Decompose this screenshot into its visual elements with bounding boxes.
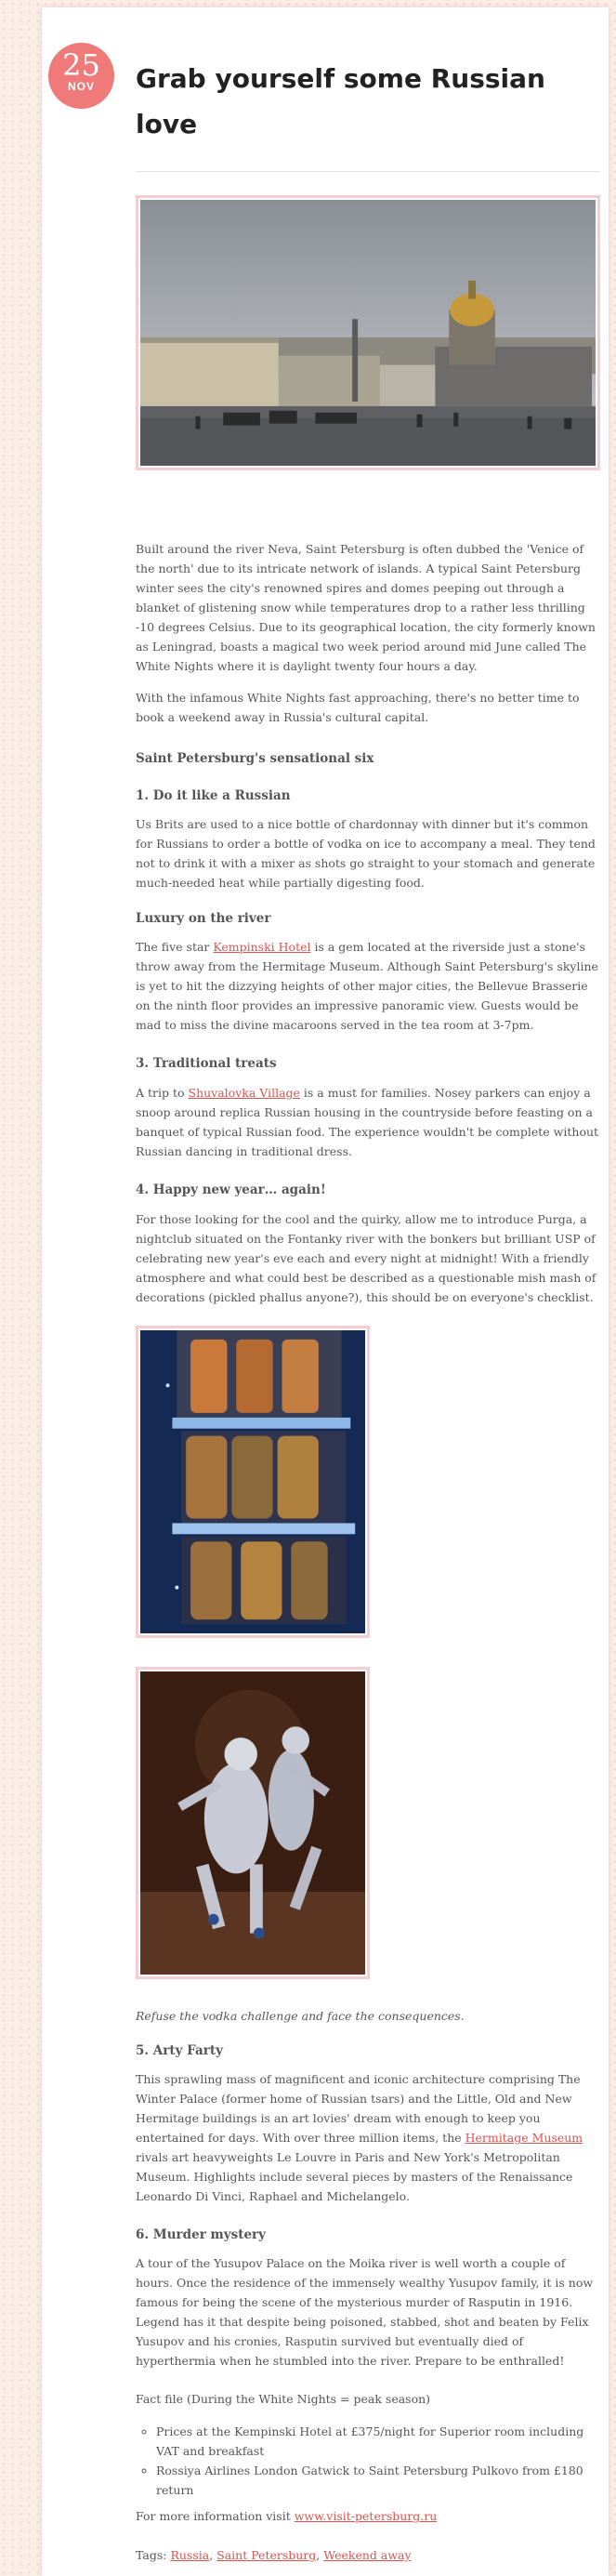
image-caption: Refuse the vodka challenge and face the consequences.: [136, 2009, 465, 2023]
heading-murder-mystery: 6. Murder mystery: [136, 2227, 267, 2242]
photo-puppets-frame: [136, 1667, 370, 1979]
section-6-paragraph: A tour of the Yusupov Palace on the Moika river is well worth a couple of hours. Once the residence of the immensely wealthy Yusupov family, it is now famous for being the scene of the mysterious murder of Rasputin in 1916. Legend has it that despite being poisoned, stabbed, shot and beaten by Felix Yusupov and his cronies, Rasputin survived but eventually died of hyperthermia when he stumbled into the river. Prepare to be enthralled!: [136, 2256, 594, 2368]
fact-item: ◦ Rossiya Airlines London Gatwick to Saint Petersburg Pulkovo from £180 return: [156, 2461, 600, 2500]
heading-happy-new-year: 4. Happy new year… again!: [136, 1182, 326, 1197]
heading-arty-farty: 5. Arty Farty: [136, 2043, 223, 2058]
photo-palace-square-frame: [136, 195, 600, 470]
date-badge: [48, 43, 114, 109]
palace-square-photo: [140, 200, 596, 466]
section-5-paragraph: This sprawling mass of magnificent and iconic architecture comprising The Winter Palace (former home of Russian tsars) and the Little, Old and New Hermitage buildings is an art lovies' dream with enough to keep you entertained for days. With over three million items, the Hermitage Museum rivals art heavyweights Le Louvre in Paris and New York's Metropolitan Museum. Highlights include several pieces by masters of the Renaissance Leonardo Di Vinci, Raphael and Michelangelo.: [136, 2072, 583, 2203]
tags-row: Tags: Russia, Saint Petersburg, Weekend away: [136, 2548, 412, 2562]
section-3-paragraph: A trip to Shuvalovka Village is a must for families. Nosey parkers can enjoy a snoop around replica Russian housing in the countryside before feasting on a banquet of typical Russian food. The experience wouldn't be complete without Russian dancing in traditional dress.: [136, 1086, 599, 1158]
section-2-paragraph: The five star Kempinski Hotel is a gem located at the riverside just a stone's throw away from the Hermitage Museum. Although Saint Petersburg's skyline is yet to hit the dizzying heights of other major cities, the Bellevue Brasserie on the ninth floor provides an impressive panoramic view. Guests would be mad to miss the divine macaroons served in the tea room at 3-7pm.: [136, 940, 598, 1032]
date-day: 25: [62, 47, 100, 83]
more-info-paragraph: For more information visit www.visit-petersburg.ru: [136, 2509, 438, 2523]
shuvalovka-village-link[interactable]: Shuvalovka Village: [188, 1086, 300, 1100]
tags-label: Tags:: [136, 2548, 167, 2562]
photo-jars-frame: [136, 1326, 370, 1638]
fact-file-label: Fact file (During the White Nights = peak season): [136, 2392, 431, 2406]
heading-luxury-on-the-river: Luxury on the river: [136, 911, 271, 926]
kempinski-hotel-link[interactable]: Kempinski Hotel: [213, 940, 311, 954]
section-1-paragraph: Us Brits are used to a nice bottle of chardonnay with dinner but it's common for Russians to order a bottle of vodka on ice to accompany a meal. They tend not to drink it with a mixer as shots go straight to your stomach and generate much-needed heat while partially digesting food.: [136, 817, 596, 890]
tag-russia-link[interactable]: Russia: [170, 2548, 210, 2562]
date-month: NOV: [67, 80, 95, 93]
section-4-paragraph: For those looking for the cool and the quirky, allow me to introduce Purga, a nightclub situated on the Fontanky river with the bonkers but brilliant USP of celebrating new year's eve each and every night at midnight! With a friendly atmosphere and what could best be described as a questionable mish mash of decorations (pickled phallus anyone?), this should be on everyone's checklist.: [136, 1212, 596, 1304]
hermitage-museum-link[interactable]: Hermitage Museum: [465, 2131, 583, 2145]
pickled-jars-photo: [140, 1330, 365, 1633]
tag-saint-petersburg-link[interactable]: Saint Petersburg: [216, 2548, 317, 2562]
title-divider: [136, 171, 600, 172]
heading-do-it-like-a-russian: 1. Do it like a Russian: [136, 788, 291, 803]
puppet-figures-photo: [140, 1671, 365, 1975]
fact-item: ◦ Prices at the Kempinski Hotel at £375/night for Superior room including VAT and breakfast: [156, 2422, 600, 2461]
fact-list: [136, 2422, 600, 2500]
intro-paragraph-1: Built around the river Neva, Saint Petersburg is often dubbed the 'Venice of the north' due to its intricate network of islands. A typical Saint Petersburg winter sees the city's renowned spires and domes peeping out through a blanket of glistening snow while temperatures drop to a rather less thrilling -10 degrees Celsius. Due to its geographical location, the city formerly known as Leningrad, boasts a magical two week period around mid June called The White Nights where it is daylight twenty four hours a day.: [136, 542, 596, 673]
tag-weekend-away-link[interactable]: Weekend away: [323, 2548, 412, 2562]
visit-petersburg-link[interactable]: www.visit-petersburg.ru: [294, 2509, 438, 2523]
heading-traditional-treats: 3. Traditional treats: [136, 1056, 277, 1071]
intro-paragraph-2: With the infamous White Nights fast approaching, there's no better time to book a weekend away in Russia's cultural capital.: [136, 691, 580, 724]
heading-sensational-six: Saint Petersburg's sensational six: [136, 751, 374, 766]
post-card: [42, 7, 609, 2576]
post-title: Grab yourself some Russian love: [136, 63, 545, 139]
